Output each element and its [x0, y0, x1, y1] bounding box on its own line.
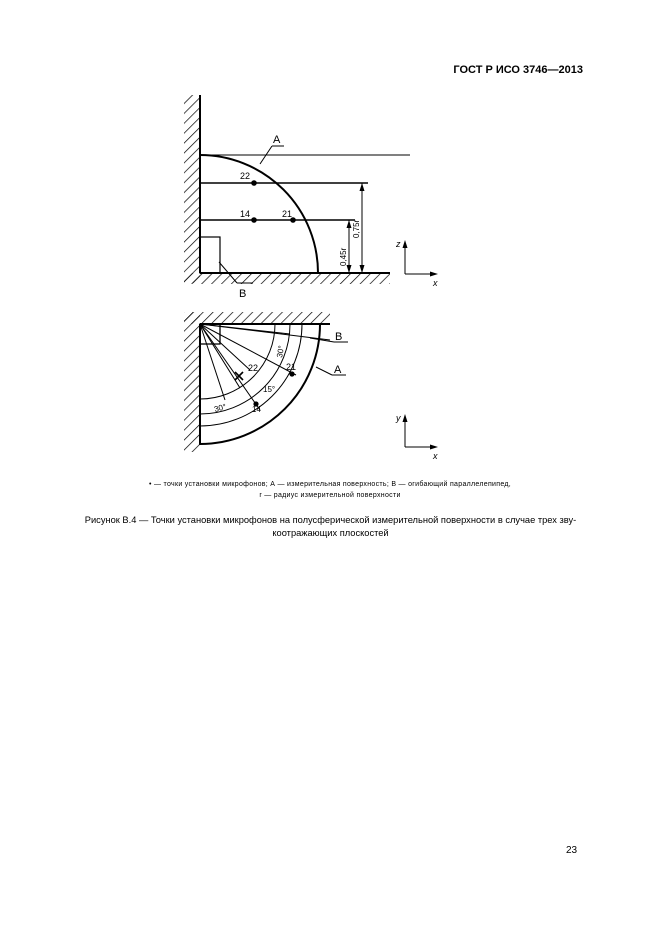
dim-075r-arrow-top: [360, 183, 365, 191]
label-a-plan: А: [334, 364, 342, 376]
dim-045r-label: 0,45r: [339, 247, 348, 266]
label-a-leader-plan: [316, 367, 332, 375]
axis-z-arrow: [403, 240, 408, 248]
axis-x-arrow-plan: [430, 445, 438, 450]
measurement-surface-arc: [200, 155, 318, 273]
dim-075r-arrow-bottom: [360, 265, 365, 273]
top-view: [184, 95, 438, 300]
axis-x-label-plan: x: [433, 451, 438, 461]
figure-caption: [40, 514, 621, 540]
point-21-plan: [289, 371, 294, 376]
point-14: [251, 217, 257, 223]
floor-hatching: [184, 273, 390, 284]
wall-hatching: [184, 95, 200, 283]
left-wall-hatching: [184, 312, 200, 452]
caption-line-1: Рисунок В.4 — Точки установки микрофонов на полусферической измерительной поверхности в случае трех зву-: [84, 515, 577, 525]
angle-30-top: 30°: [275, 344, 287, 359]
bottom-view: [184, 312, 438, 461]
legend-line-2: r — радиус измерительной поверхности: [259, 492, 401, 499]
dim-075r-label: 0,75r: [352, 219, 361, 238]
axis-x-arrow: [430, 272, 438, 277]
axis-y-arrow: [403, 414, 408, 422]
point-21-label-plan: 21: [286, 362, 297, 372]
angle-30-left: 30°: [213, 402, 228, 414]
label-b-plan: В: [335, 331, 343, 343]
legend-line-1: • — точки установки микрофонов; А — измерительная поверхность; В — огибающий параллелепипед,: [149, 481, 511, 488]
point-21-label: 21: [282, 209, 293, 219]
box-b: [200, 237, 220, 273]
ray-2: [200, 324, 290, 334]
label-a: А: [273, 134, 281, 146]
point-22-label: 22: [240, 171, 251, 181]
page-number: 23: [566, 845, 578, 856]
measurement-surface-arc-plan: [200, 324, 320, 444]
document-header: ГОСТ Р ИСО 3746—2013: [453, 64, 583, 76]
inner-arc-045r: [200, 324, 290, 414]
angle-15: 15°: [263, 385, 276, 394]
top-wall-hatching: [184, 312, 330, 324]
dim-045r-arrow-top: [347, 220, 352, 228]
axis-x-label: x: [433, 278, 438, 288]
point-14-label-plan: 14: [252, 405, 261, 414]
label-b: В: [239, 288, 247, 300]
point-14-label: 14: [240, 209, 251, 219]
point-22: [251, 180, 257, 186]
axis-z-label: z: [396, 239, 401, 249]
caption-line-2: коотражающих плоскостей: [272, 528, 389, 538]
point-22-label-plan: 22: [248, 363, 259, 373]
axis-y-label: y: [396, 413, 401, 423]
